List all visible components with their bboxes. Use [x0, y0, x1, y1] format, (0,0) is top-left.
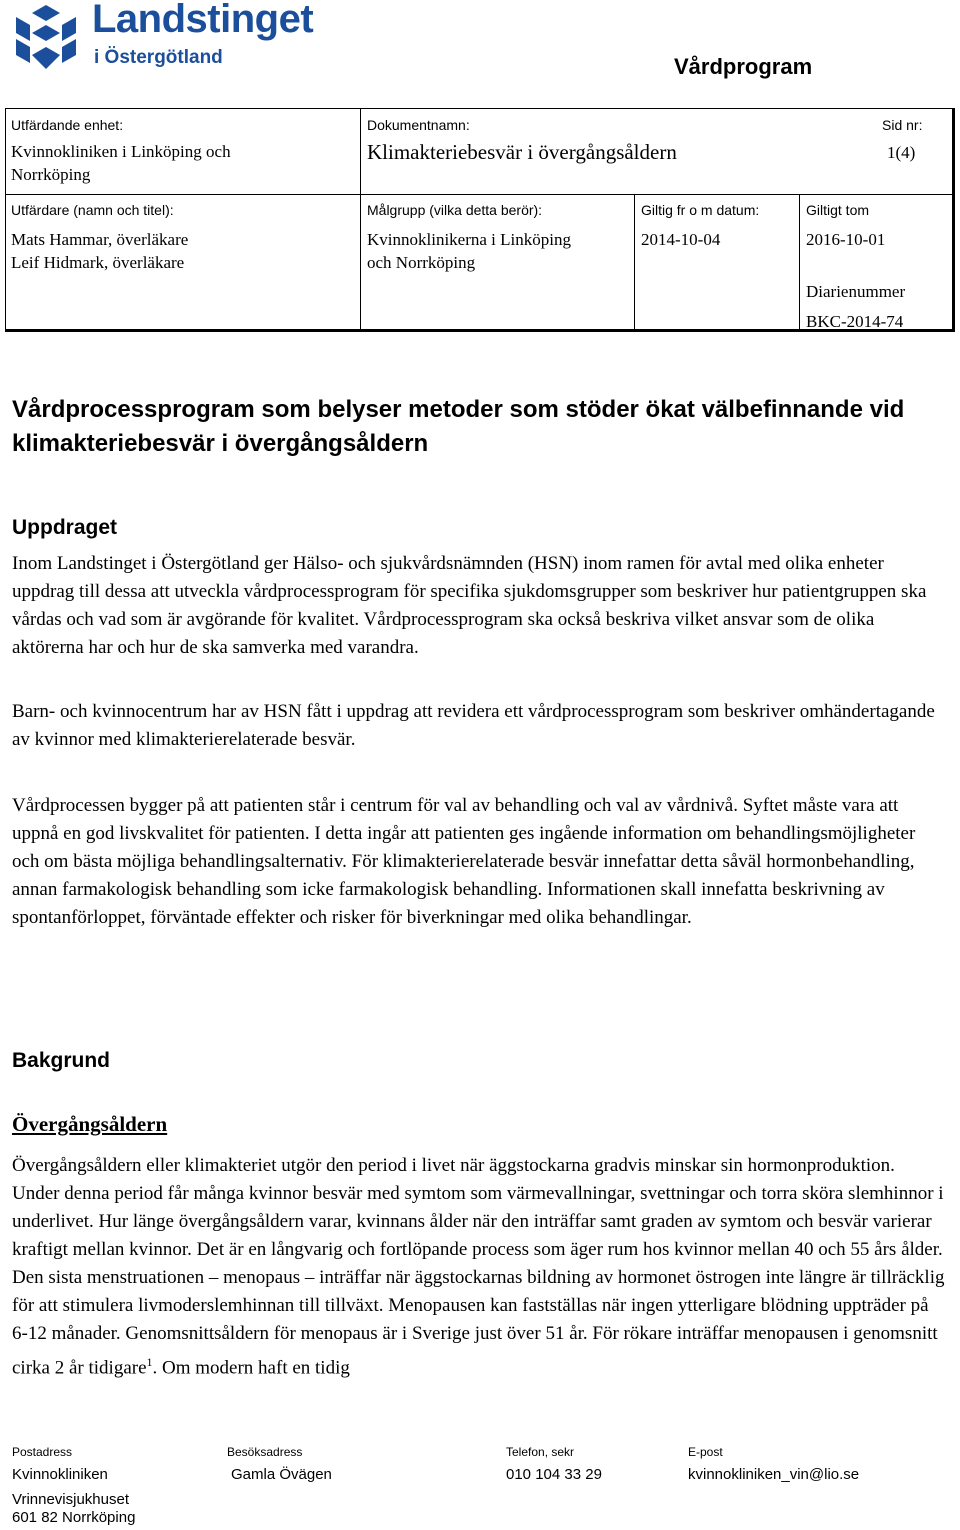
footer-visit-value: Gamla Övägen — [231, 1466, 332, 1483]
issuer-line-1: Mats Hammar, överläkare — [11, 230, 189, 249]
target-group-label: Målgrupp (vilka detta berör): — [367, 202, 543, 218]
paragraph-assignment-3: Vårdprocessen bygger på att patienten står i centrum för val av behandling och val av vårdnivå. Syftet måste vara att uppnå en god livskvalitet för patienten. I detta ingår att patienten ges ingående information om behandlingsmöjligheter och om bästa möjliga behandlingsalternativ. För klimakterierelaterade besvär innefattar detta såväl hormonbehandling, annan farmakologisk behandling som icke farmakologisk behandling. Informationen skall innefatta beskrivning av spontanförloppet, förväntade effekter och risker för biverkningar med olika behandlingar. — [12, 795, 916, 928]
issuer-label: Utfärdare (namn och titel): — [11, 202, 174, 218]
paragraph-background-1-text: Övergångsåldern eller klimakteriet utgör den period i livet när äggstockarna gradvis minskar sin hormonproduktion. Under denna period får många kvinnor besvär med symtom som värmevallningar, svettningar och torra sköra slemhinnor i underlivet. Hur länge övergångsåldern varar, kvinnans ålder när den inträffar samt graden av symtom och besvär varierar kraftigt mellan kvinnor. Det är en långvarig och fortlöpande process som äger rum hos kvinnor mellan 40 och 55 års ålder. Den sista menstruationen – menopaus – inträffar när äggstockarnas bildning av hormonet östrogen inte längre är tillräcklig för att stimulera livmoderslemhinnan till tillväxt. Menopausen kan fastställas när ingen ytterligare blödning uppträder på 6-12 månader. Genomsnittsåldern för menopaus är i Sverige just över 51 år. För rökare inträffar menopausen i genomsnitt cirka 2 år tidigare — [12, 1155, 945, 1379]
paragraph-background-1 — [12, 1152, 947, 1382]
footer-postal-line-2: Vrinnevisjukhuset — [12, 1491, 130, 1508]
target-group-line-2: och Norrköping — [367, 253, 476, 272]
footer-phone-label: Telefon, sekr — [506, 1445, 575, 1459]
issuing-unit-label: Utfärdande enhet: — [11, 117, 124, 133]
footer-postal-label: Postadress — [12, 1445, 73, 1459]
diary-number-value: BKC-2014-74 — [806, 312, 904, 331]
page-number-label: Sid nr: — [882, 117, 923, 133]
paragraph-assignment-1: Inom Landstinget i Östergötland ger Hälso- och sjukvårdsnämnden (HSN) inom ramen för avtal med olika enheter uppdrag till dessa att utveckla vårdprocessprogram för specifika sjukdomsgrupper som beskriver hur patientgruppen ska vårdas och vad som är avgörande för kvalitet. Vårdprocessprogram ska också beskriva vilket ansvar som de olika aktörerna har och hur de ska samverka med varandra. — [12, 553, 927, 658]
footer-phone-value: 010 104 33 29 — [506, 1466, 602, 1483]
table-divider — [6, 194, 953, 195]
valid-to-label: Giltigt tom — [806, 202, 870, 218]
logo-region: i Östergötland — [94, 47, 223, 68]
paragraph-assignment-2: Barn- och kvinnocentrum har av HSN fått i uppdrag att revidera ett vårdprocessprogram som beskriver omhändertagande av kvinnor med klimakterierelaterade besvär. — [12, 701, 935, 750]
footnote-reference[interactable]: 1 — [146, 1355, 153, 1369]
table-divider — [360, 109, 361, 330]
paragraph-background-1-tail: . Om modern haft en tidig — [152, 1357, 350, 1379]
logo-name: Landstinget — [92, 0, 314, 41]
section-heading-background: Bakgrund — [12, 1049, 111, 1072]
table-divider — [634, 194, 635, 330]
document-name-label: Dokumentnamn: — [367, 117, 470, 133]
footer-email-value[interactable]: kvinnokliniken_vin@lio.se — [688, 1466, 860, 1483]
section-heading-assignment: Uppdraget — [12, 516, 117, 539]
issuing-unit-value: Kvinnokliniken i Linköping och Norrköping — [11, 142, 231, 184]
diary-number-label: Diarienummer — [806, 282, 906, 301]
organization-logo — [10, 0, 314, 73]
document-name-value: Klimakteriebesvär i övergångsåldern — [367, 140, 677, 164]
document-type: Vårdprogram — [674, 54, 813, 79]
page-number-value: 1(4) — [887, 143, 916, 162]
subheading-menopause-age: Övergångsåldern — [12, 1112, 168, 1136]
footer-email-label: E-post — [688, 1445, 723, 1459]
table-divider — [799, 194, 800, 330]
footer-visit-label: Besöksadress — [227, 1445, 303, 1459]
valid-from-value: 2014-10-04 — [641, 230, 721, 249]
county-emblem-icon — [10, 3, 82, 71]
footer-postal-line-1: Kvinnokliniken — [12, 1466, 108, 1483]
valid-from-label: Giltig fr o m datum: — [641, 202, 760, 218]
document-metadata-table — [5, 108, 955, 332]
valid-to-value: 2016-10-01 — [806, 230, 886, 249]
issuer-line-2: Leif Hidmark, överläkare — [11, 253, 185, 272]
document-title: Vårdprocessprogram som belyser metoder som stöder ökat välbefinnande vid klimakteriebesvär i övergångsåldern — [12, 396, 905, 457]
footer-postal-line-3: 601 82 Norrköping — [12, 1509, 136, 1526]
target-group-line-1: Kvinnoklinikerna i Linköping — [367, 230, 571, 249]
